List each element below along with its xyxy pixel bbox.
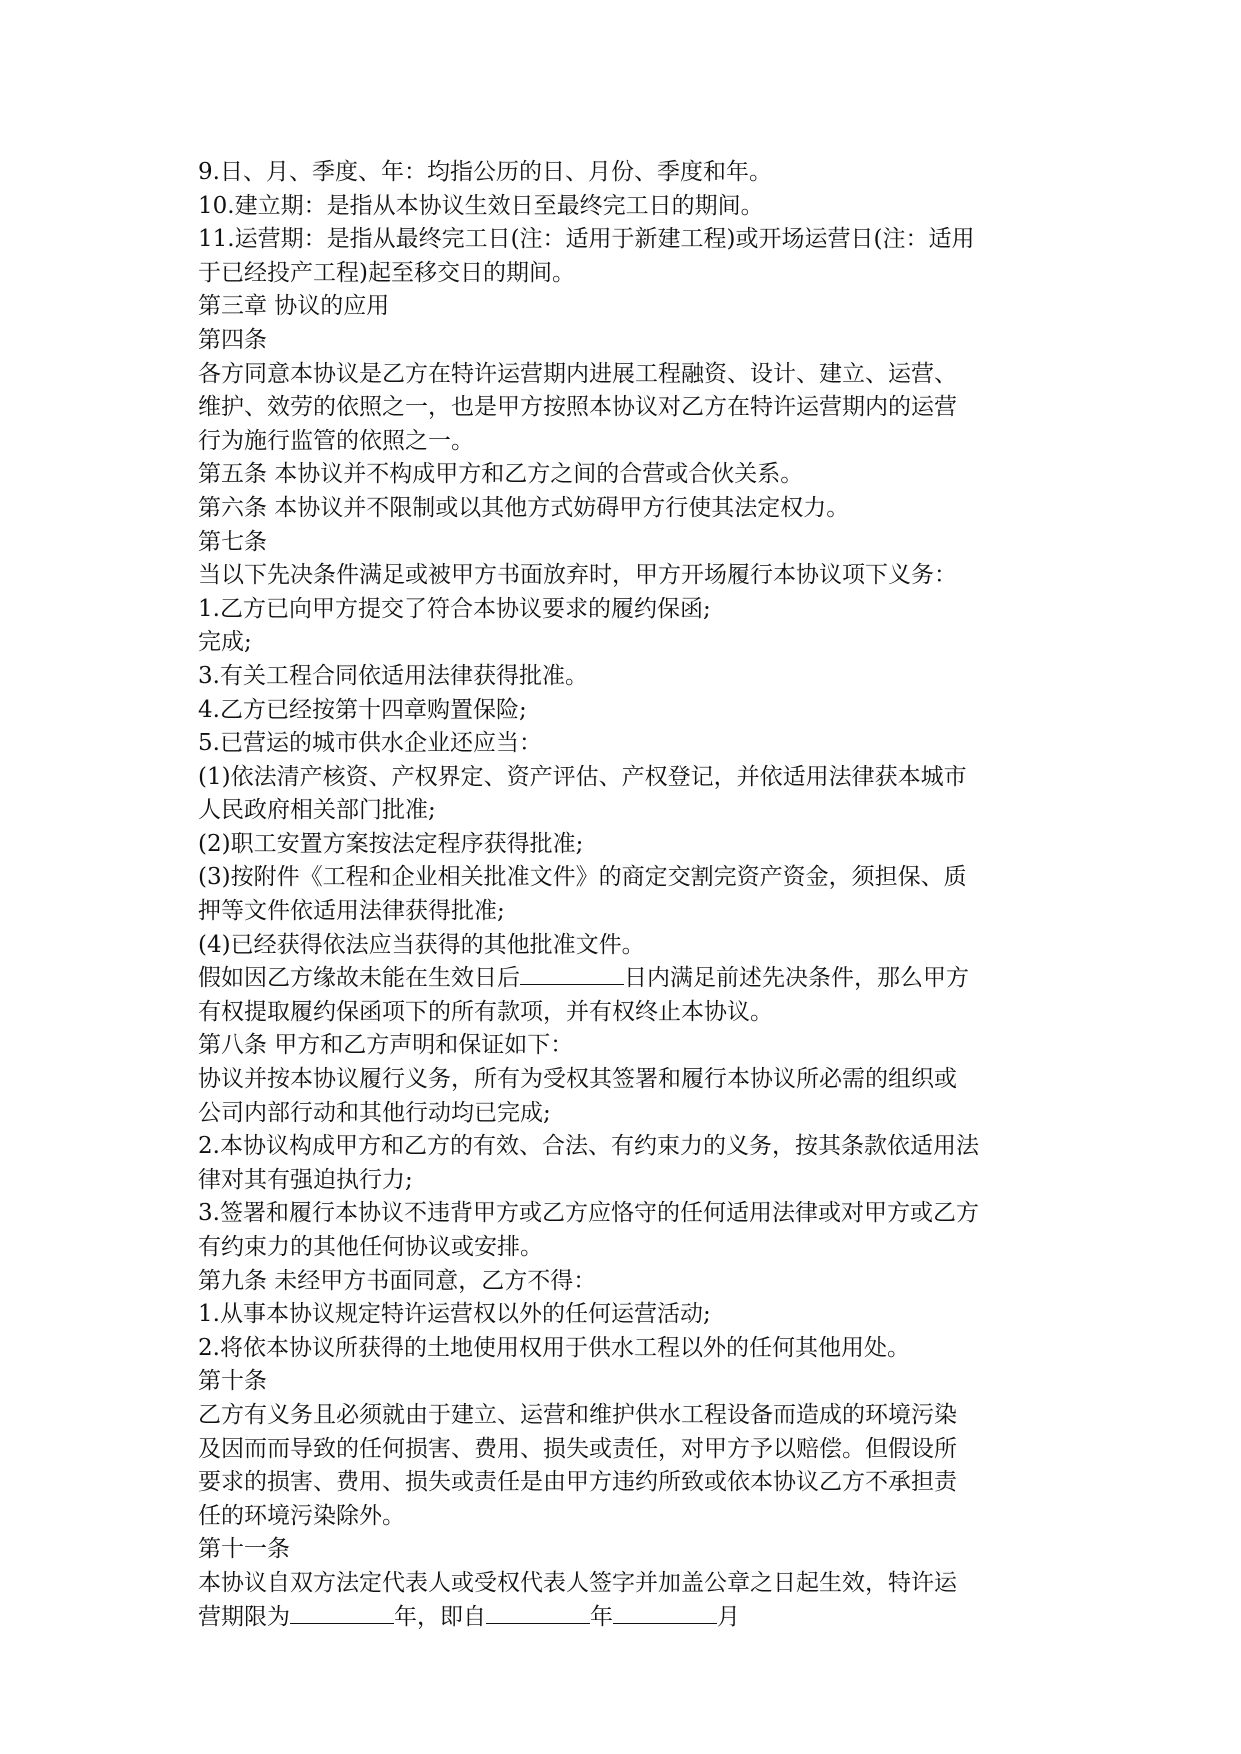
text-line: 11.运营期：是指从最终完工日(注：适用于新建工程)或开场运营日(注：适用	[198, 226, 975, 253]
article-heading: 第十条	[198, 1368, 267, 1395]
text-line: 9.日、月、季度、年：均指公历的日、月份、季度和年。	[198, 159, 772, 185]
text-line: 律对其有强迫执行力;	[198, 1166, 413, 1193]
text-line: (2)职工安置方案按法定程序获得批准;	[198, 830, 584, 857]
text-line: 行为施行监管的依照之一。	[198, 427, 474, 454]
fill-in-blank	[290, 1601, 394, 1624]
article-heading: 第八条 甲方和乙方声明和保证如下：	[198, 1032, 574, 1059]
document-body	[198, 156, 1048, 1634]
text-line: 公司内部行动和其他行动均已完成;	[198, 1099, 551, 1126]
fill-in-blank	[613, 1601, 717, 1624]
text-line: (3)按附件《工程和企业相关批准文件》的商定交割完资产资金，须担保、质	[198, 864, 967, 891]
text-line: 2.将依本协议所获得的土地使用权用于供水工程以外的任何其他用处。	[198, 1334, 910, 1361]
text-line: 4.乙方已经按第十四章购置保险;	[198, 696, 527, 723]
text-line: 要求的损害、费用、损失或责任是由甲方违约所致或依本协议乙方不承担责	[198, 1469, 957, 1496]
text-line: 3.有关工程合同依适用法律获得批准。	[198, 662, 588, 689]
text-line: 1.从事本协议规定特许运营权以外的任何运营活动;	[198, 1301, 711, 1328]
text-line: 3.签署和履行本协议不违背甲方或乙方应恪守的任何适用法律或对甲方或乙方	[198, 1200, 979, 1227]
article-heading: 第十一条	[198, 1536, 290, 1563]
text-line: (4)已经获得依法应当获得的其他批准文件。	[198, 931, 645, 958]
text-line: 维护、效劳的依照之一，也是甲方按照本协议对乙方在特许运营期内的运营	[198, 394, 957, 421]
text-line: 及因而而导致的任何损害、费用、损失或责任，对甲方予以赔偿。但假设所	[198, 1435, 957, 1462]
text-line: 第六条 本协议并不限制或以其他方式妨碍甲方行使其法定权力。	[198, 494, 850, 521]
text-line: 人民政府相关部门批准;	[198, 797, 436, 824]
text-line: 10.建立期：是指从本协议生效日至最终完工日的期间。	[198, 192, 764, 219]
text-segment: 年	[590, 1603, 613, 1630]
text-line: (1)依法清产核资、产权界定、资产评估、产权登记，并依适用法律获本城市	[198, 763, 967, 790]
text-line-with-blanks	[198, 1601, 1048, 1635]
text-line: 5.已营运的城市供水企业还应当：	[198, 730, 542, 757]
text-line-with-blank	[198, 962, 1048, 996]
text-line: 有约束力的其他任何协议或安排。	[198, 1234, 543, 1260]
text-segment: 年，即自	[394, 1603, 486, 1630]
text-line: 完成;	[198, 629, 252, 656]
chapter-heading: 第三章 协议的应用	[198, 293, 390, 320]
text-segment: 营期限为	[198, 1603, 290, 1630]
article-heading: 第九条 未经甲方书面同意，乙方不得：	[198, 1267, 597, 1294]
text-line: 押等文件依适用法律获得批准;	[198, 898, 505, 925]
text-line: 第五条 本协议并不构成甲方和乙方之间的合营或合伙关系。	[198, 461, 804, 488]
text-line: 各方同意本协议是乙方在特许运营期内进展工程融资、设计、建立、运营、	[198, 360, 957, 387]
text-segment: 日内满足前述先决条件，那么甲方	[624, 965, 969, 992]
text-line: 于已经投产工程)起至移交日的期间。	[198, 259, 575, 286]
text-line: 任的环境污染除外。	[198, 1502, 405, 1529]
fill-in-blank	[520, 962, 624, 985]
text-line: 2.本协议构成甲方和乙方的有效、合法、有约束力的义务，按其条款依适用法	[198, 1133, 979, 1160]
article-heading: 第四条	[198, 326, 267, 353]
text-line: 协议并按本协议履行义务，所有为受权其签署和履行本协议所必需的组织或	[198, 1066, 957, 1093]
text-line: 当以下先决条件满足或被甲方书面放弃时，甲方开场履行本协议项下义务：	[198, 562, 957, 589]
text-segment: 月	[717, 1603, 740, 1630]
text-line: 1.乙方已向甲方提交了符合本协议要求的履约保函;	[198, 595, 711, 622]
fill-in-blank	[486, 1601, 590, 1624]
text-line: 本协议自双方法定代表人或受权代表人签字并加盖公章之日起生效，特许运	[198, 1569, 957, 1596]
article-heading: 第七条	[198, 528, 267, 555]
text-segment: 假如因乙方缘故未能在生效日后	[198, 965, 520, 992]
text-line: 有权提取履约保函项下的所有款项，并有权终止本协议。	[198, 998, 773, 1025]
text-line: 乙方有义务且必须就由于建立、运营和维护供水工程设备而造成的环境污染	[198, 1401, 957, 1428]
